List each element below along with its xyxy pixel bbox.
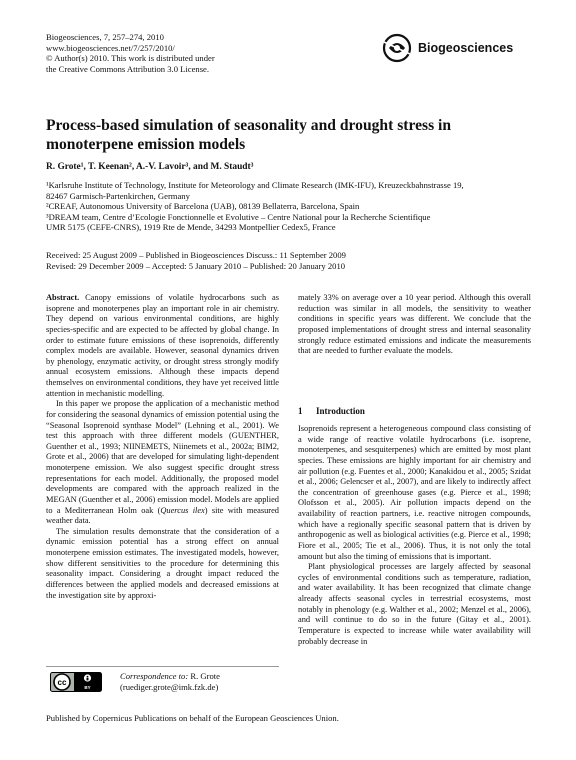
affiliation-line: ²CREAF, Autonomous University of Barcelona (UAB), 08139 Bellaterra, Barcelona, Spain: [46, 201, 360, 212]
license: the Creative Commons Attribution 3.0 License.: [46, 63, 210, 74]
abstract-column: [46, 293, 279, 601]
svg-text:cc: cc: [57, 678, 67, 687]
abstract-continuation: [298, 293, 531, 357]
svg-text:BY: BY: [84, 685, 91, 690]
section-heading: [298, 406, 365, 416]
received-date: Received: 25 August 2009 – Published in Biogeosciences Discuss.: 11 September 2009: [46, 250, 346, 260]
abstract-paragraph: mately 33% on average over a 10 year period. Although this overall reduction was similar in all models, the sensitivity to weather conditions in specific years was different. We conclude that the proposed implementations of drought stress and internal seasonality strongly reduce estimated emissions and indicate the measurements that are needed to further evaluate the models.: [298, 293, 531, 356]
intro-paragraph: Isoprenoids represent a heterogeneous compound class consisting of a wide range of reactive volatile hydrocarbons (i.e. isoprene, monoterpenes, and sesquiterpenes) which are emitted by most plant species. These emissions are highly important for air chemistry and air pollution (e.g. Fuentes et al., 2000; Kanakidou et al., 2005; Szidat et al., 2006; Gelencser et al., 2007), and are likely to indirectly affect the concentration of greenhouse gases (e.g. Pierce et al., 1998; Olofsson et al., 2005). Air pollution impacts depend on the availability of reaction partners, i.e. reactive nitrogen compounds, which have a regionally specific seasonal pattern that is driven by anthropogenic as well as biological activities (e.g. Pierce et al., 1998; Fiore et al., 2005; Tie et al., 2006). Thus, it is not only the total amount but also the timing of emissions that is important.: [298, 424, 531, 561]
species-name: Quercus ilex: [160, 505, 205, 515]
correspondence-name: R. Grote: [190, 671, 220, 681]
article-title: Process-based simulation of seasonality and drought stress in monoterpene emission models: [46, 117, 452, 153]
citation-block: [46, 32, 215, 74]
publication-dates: [46, 250, 346, 271]
revised-date: Revised: 29 December 2009 – Accepted: 5 January 2010 – Published: 20 January 2010: [46, 260, 346, 271]
journal-logo-icon: [380, 31, 416, 65]
cc-by-icon: [50, 672, 102, 692]
intro-paragraph: Plant physiological processes are largely affected by seasonal cycles of environmental conditions such as temperature, radiation, and water availability. It has been recognized that climate change already affects seasonal cycles in terrestrial ecosystems, most notably in phenology (e.g. Walther et al., 2002; Menzel et al., 2006), and will continue to do so in the future (Gitay et al., 2001). Temperature is expected to increase while water availability will probably decrease in: [298, 562, 531, 646]
citation: Biogeosciences, 7, 257–274, 2010: [46, 32, 164, 42]
abstract-text: Canopy emissions of volatile hydrocarbons such as isoprene and monoterpenes play an important role in air chemistry. They depend on various environmental conditions, are highly species-specific and are expected to be affected by global change. In order to estimate future emissions of these isoprenoids, differently complex models are available. However, seasonal dynamics driven by phenology, enzymatic activity, or drought stress strongly modify annual ecosystem emissions. Although these impacts depend themselves on environmental conditions, they have yet received little attention in mechanistic modelling.: [46, 293, 279, 398]
abstract-text: ) site with measured weather data.: [46, 505, 279, 526]
journal-name: Biogeosciences: [418, 41, 514, 55]
footnote-divider: [46, 666, 279, 667]
abstract-paragraph: The simulation results demonstrate that the consideration of a dynamic emission potential has a strong effect on annual monoterpene emission estimates. The investigated models, however, show different sensitivities to the procedure for determining this seasonality impact. Considering a drought impact reduced the differences between the applied models and decreased emissions at the investigation site by approxi-: [46, 526, 279, 600]
cc-license-badge[interactable]: [50, 672, 102, 692]
abstract-paragraph: [46, 293, 279, 399]
section-title: Introduction: [316, 406, 365, 416]
affiliation-line: 82467 Garmisch-Partenkirchen, Germany: [46, 190, 190, 201]
copyright: © Author(s) 2010. This work is distributed under: [46, 53, 215, 64]
section-number: 1: [298, 406, 303, 416]
affiliation-line: UMR 5175 (CEFE-CNRS), 1919 Rte de Mende, 34293 Montpellier Cedex5, France: [46, 222, 336, 233]
author-list: R. Grote¹, T. Keenan², A.-V. Lavoir³, and M. Staudt³: [46, 162, 254, 172]
correspondence-label: Correspondence to:: [120, 671, 189, 681]
abstract-paragraph: [46, 399, 279, 527]
affiliation-line: ³DREAM team, Centre d’Ecologie Fonctionnelle et Evolutive – Centre National pour la Recherche Scientifique: [46, 211, 431, 222]
introduction-column: [298, 424, 531, 647]
abstract-text: In this paper we propose the application of a mechanistic method for considering the seasonal dynamics of emission potential using the “Seasonal Isoprenoid synthase Model” (Lehning et al., 2001). We test this approach with three different models (GUENTHER, Guenther et al., 1993; NIINEMETS, Niinemets et al., 2002a; BIM2, Grote et al., 2006) that are developed for simulating light-dependent monoterpene emission. We also suggest specific drought stress representations for each model. Additionally, the proposed model developments are compared with the approach realized in the MEGAN (Guenther et al., 2006) emission model. Models are applied to a Mediterranean Holm oak (: [46, 399, 279, 515]
affiliation-line: ¹Karlsruhe Institute of Technology, Institute for Meteorology and Climate Research (IMK-IFU), Kreuzeckbahnstrasse 19,: [46, 180, 464, 190]
abstract-label: Abstract.: [46, 293, 80, 302]
publisher-footer: Published by Copernicus Publications on behalf of the European Geosciences Union.: [46, 713, 339, 723]
correspondence-email[interactable]: (ruediger.grote@imk.fzk.de): [120, 681, 219, 692]
article-url[interactable]: www.biogeosciences.net/7/257/2010/: [46, 42, 175, 53]
journal-logo: [380, 31, 540, 69]
correspondence-block: [120, 671, 220, 693]
affiliations: [46, 180, 536, 233]
